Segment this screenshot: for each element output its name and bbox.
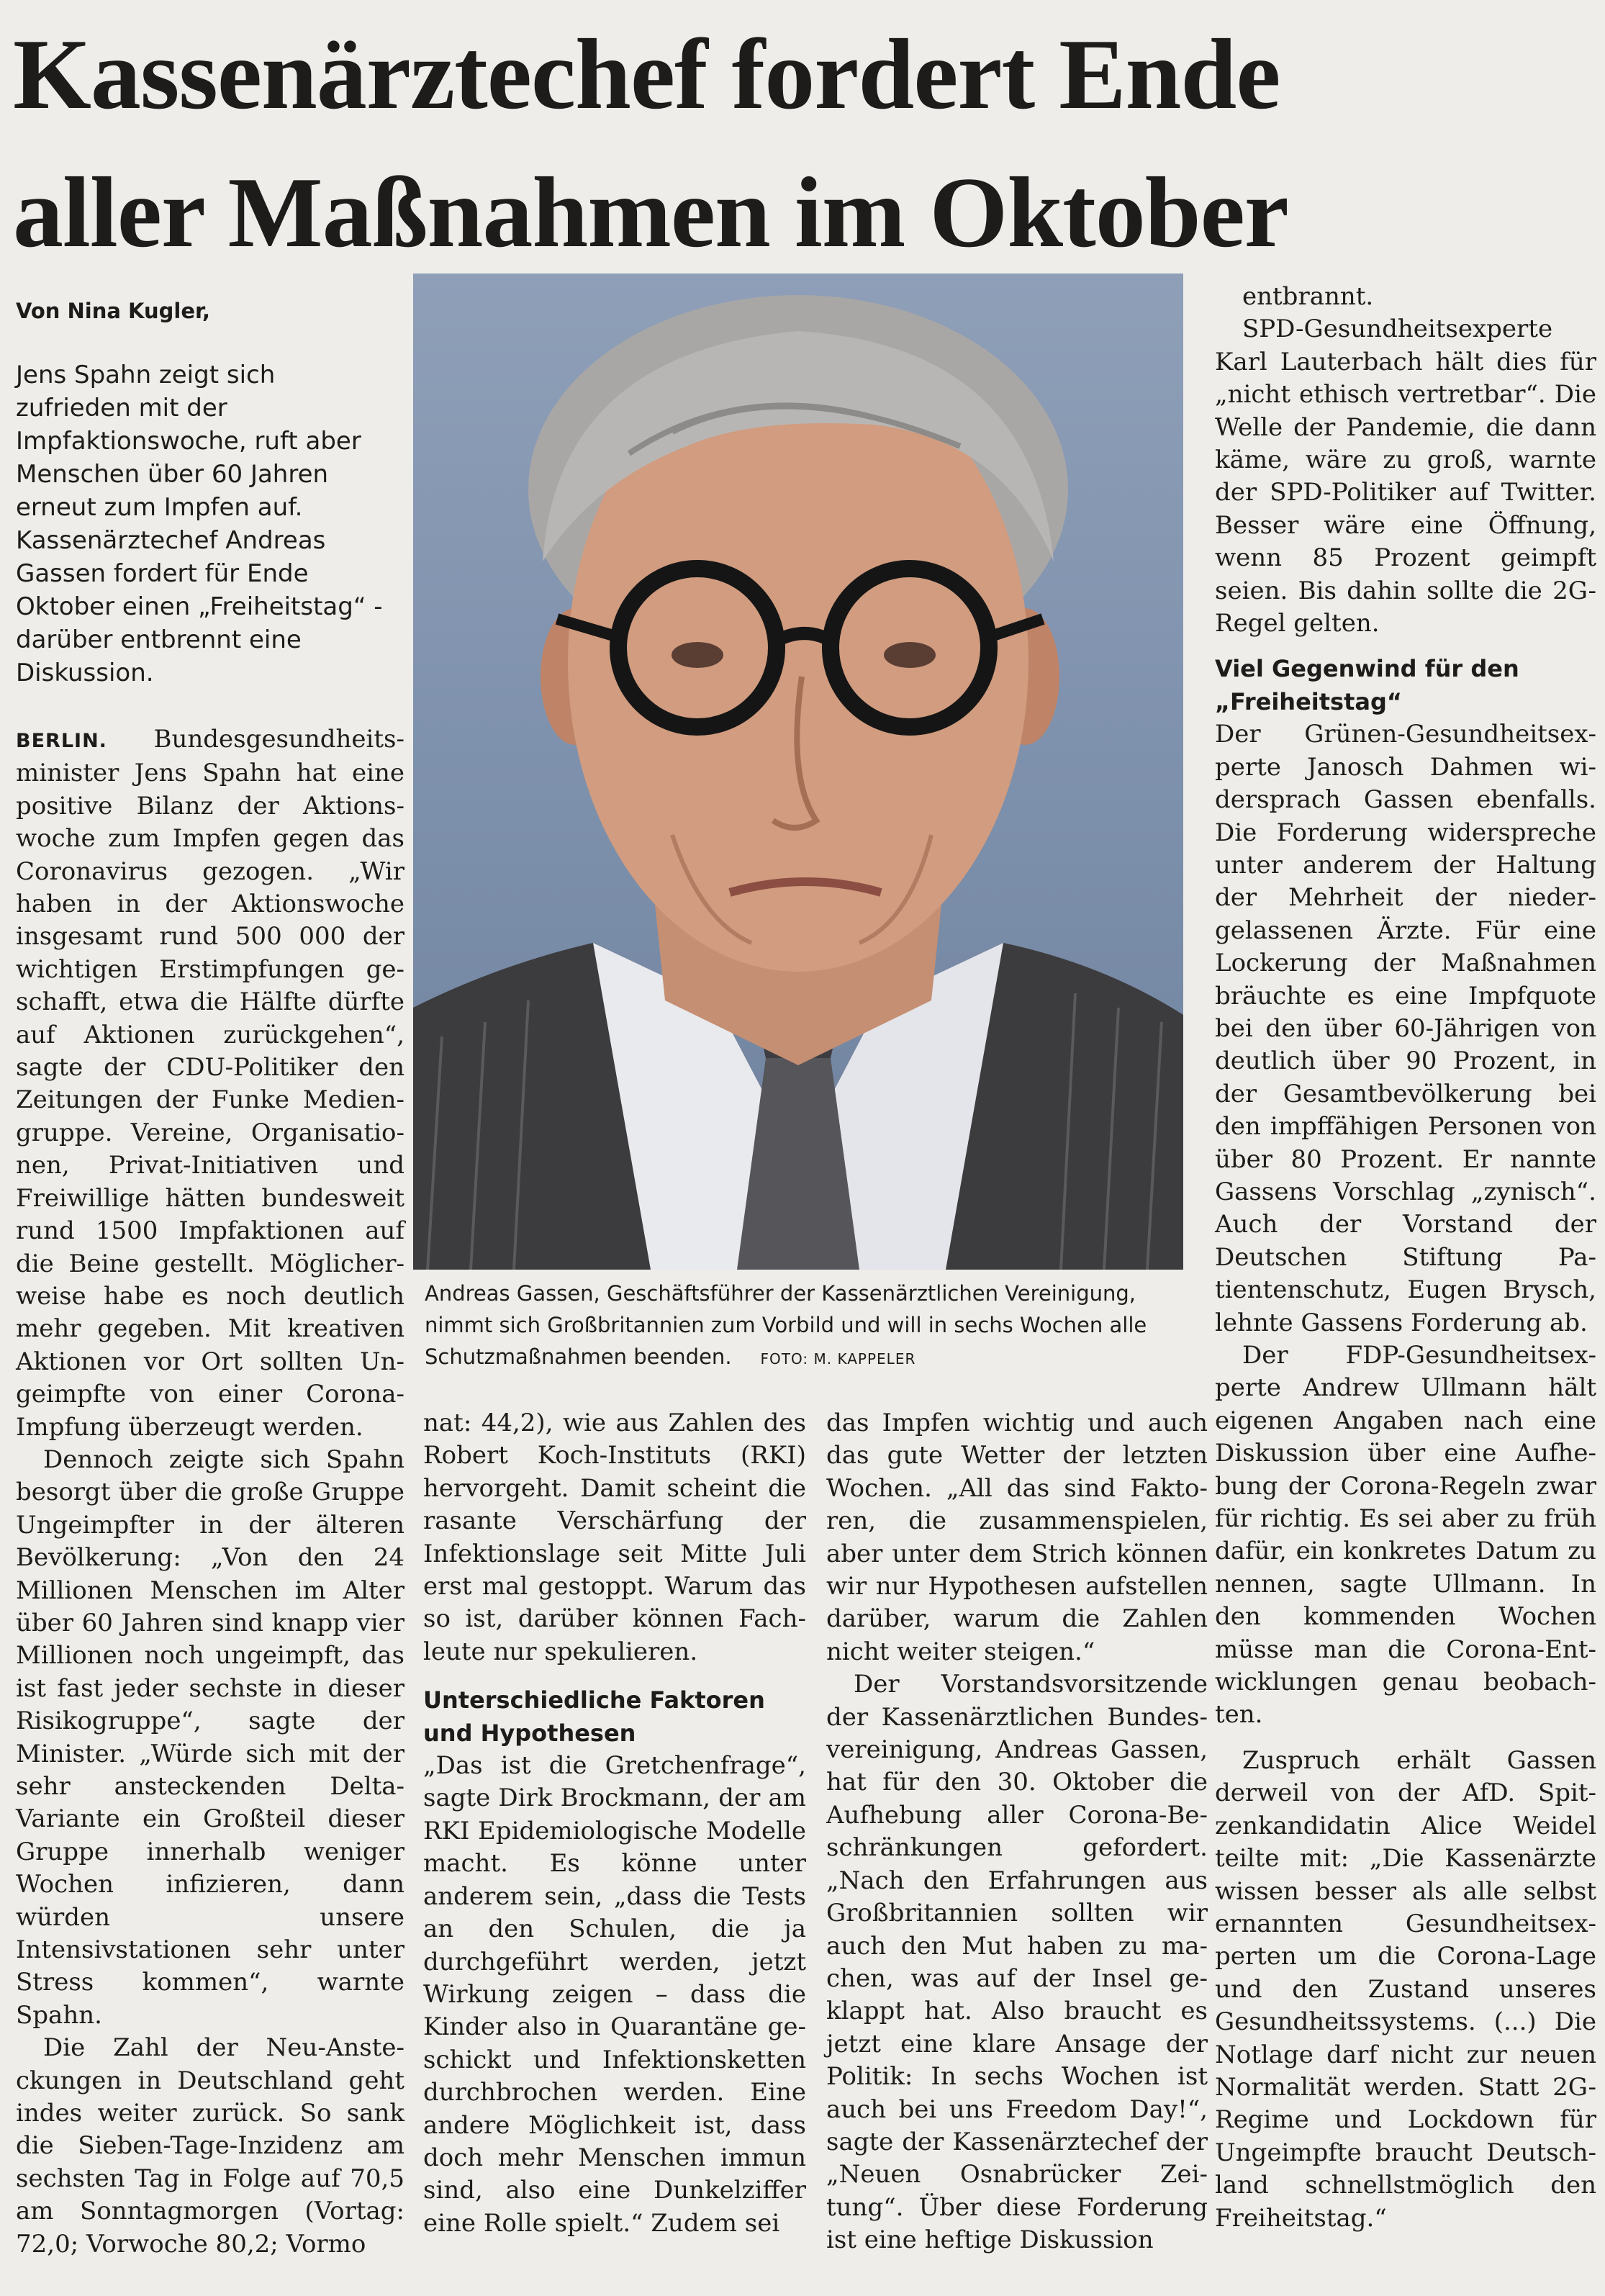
- dateline: BERLIN.: [16, 730, 107, 752]
- paragraph: das Impfen wichtig und auch das gute Wetter der letzten Wochen. „All das sind Faktoren, die zusammenspielen, aber unter dem Strich können wir nur Hypothesen aufstellen darüber, warum die Zahlen nicht weiter steigen.“: [826, 1409, 1208, 1666]
- teaser: Jens Spahn zeigt sich zufrieden mit der Impfaktionswoche, ruft aber Menschen über 60 Jahren erneut zum Impfen auf. Kassenärztechef Andreas Gassen fordert für Ende Oktober einen „Freiheitstag“ - darüber entbrennt eine Diskussion.: [16, 361, 383, 687]
- headline: [13, 6, 1596, 282]
- headline-line-2: aller Maßnahmen im Oktober: [13, 157, 1288, 268]
- paragraph: Dennoch zeigte sich Spahn besorgt über die große Gruppe Ungeimpfter in der älteren Bevölkerung: „Von den 24 Millionen Menschen im Alter über 60 Jahren sind knapp vier Millionen noch ungeimpft, das ist fast jeder sechste in dieser Risikogruppe“, sagte der Minister. „Würde sich mit der sehr ansteckenden Delta-Variante ein Großteil dieser Gruppe innerhalb weniger Wochen infizieren, dann würden unsere Intensivstationen sehr unter Stress kommen“, warnte Spahn.: [16, 1445, 404, 2030]
- byline: Von Nina Kugler,: [16, 299, 211, 323]
- paragraph: [16, 723, 404, 1444]
- paragraph: „Das ist die Gretchenfrage“, sagte Dirk Brockmann, der am RKI Epidemiologische Modelle macht. Es könne unter anderem sein, „dass die Tests an den Schulen, die ja durchgeführt werden, jetzt Wirkung zeigen – dass die Kinder also in Quarantäne geschickt und Infektionsketten durchbrochen werden. Eine andere Möglichkeit ist, dass doch mehr Menschen immun sind, also eine Dunkelziffer eine Rolle spielt.“ Zudem sei: [423, 1751, 806, 2238]
- paragraph: entbrannt.: [1242, 282, 1374, 311]
- article-column-4: [1215, 281, 1596, 2235]
- article-column-3: [826, 1407, 1208, 2257]
- photo-caption: [425, 1278, 1206, 1375]
- article-column-2: [423, 1407, 806, 2240]
- portrait-photo: [413, 274, 1183, 1270]
- subheading: Unterschiedliche Faktoren und Hypothesen: [423, 1686, 765, 1747]
- paragraph: Die Zahl der Neu-Ansteckungen in Deutschland geht indes weiter zurück. So sank die Sieben-Tage-Inzidenz am sechsten Tag in Folge auf 70,5 am Sonntagmorgen (Vortag: 72,0; Vorwoche 80,2; Vormo: [16, 2033, 404, 2259]
- paragraph: SPD-Gesundheitsexperte Karl Lauterbach hält dies für „nicht ethisch vertretbar“. Die Welle der Pandemie, die dann käme, wäre zu groß, warnte der SPD-Politiker auf Twitter. Besser wäre eine Öffnung, wenn 85 Prozent geimpft seien. Bis dahin sollte die 2G-Regel gelten.: [1215, 315, 1596, 638]
- paragraph: Der Vorstandsvorsitzende der Kassenärztlichen Bundesvereinigung, Andreas Gassen, hat für den 30. Oktober die Aufhebung aller Corona-Beschränkungen gefordert. „Nach den Erfahrungen aus Großbritannien sollten wir auch den Mut haben zu machen, was auf der Insel geklappt hat. Also braucht es jetzt eine klare Ansage der Politik: In sechs Wochen ist auch bei uns Freedom Day!“, sagte der Kassenärztechef der „Neuen Osnabrücker Zeitung“. Über diese Forderung ist eine heftige Diskussion: [826, 1670, 1208, 2255]
- paragraph-text: Bundesgesundheitsminister Jens Spahn hat eine positive Bilanz der Aktionswoche zum Impfen gegen das Coronavirus gezogen. „Wir haben in der Aktionswoche insgesamt rund 500 000 der wichtigen Erstimpfungen geschafft, etwa die Hälfte dürfte auf Aktionen zurückgehen“, sagte der CDU-Politiker den Zeitungen der Funke Mediengruppe. Vereine, Organisationen, Privat-Initiativen und Freiwillige hätten bundesweit rund 1500 Impfaktionen auf die Beine gestellt. Möglicherweise habe es noch deutlich mehr gegeben. Mit kreativen Aktionen vor Ort sollten Ungeimpfte von einer Corona-Impfung überzeugt werden.: [16, 725, 404, 1442]
- paragraph: Der Grünen-Gesundheitsexperte Janosch Dahmen widersprach Gassen ebenfalls. Die Forderung widerspreche unter anderem der Haltung der Mehrheit der niedergelassenen Ärzte. Für eine Lockerung der Maßnahmen bräuchte es eine Impfquote bei den über 60-Jährigen von deutlich über 90 Prozent, in der Gesamtbevölkerung bei den impffähigen Personen von über 80 Prozent. Er nannte Gassens Vorschlag „zynisch“. Auch der Vorstand der Deutschen Stiftung Patientenschutz, Eugen Brysch, lehnte Gassens Forderung ab.: [1215, 720, 1596, 1337]
- headline-line-1: Kassenärztechef fordert Ende: [13, 19, 1280, 130]
- caption-text: Andreas Gassen, Geschäftsführer der Kassenärztlichen Vereinigung, nimmt sich Großbritannien zum Vorbild und will in sechs Wochen alle Schutzmaßnahmen beenden.: [425, 1281, 1147, 1369]
- paragraph: Zuspruch erhält Gassen derweil von der AfD. Spitzenkandidatin Alice Weidel teilte mit: „Die Kassenärzte wissen besser als alle selbst ernannten Gesundheitsexperten um die Corona-Lage und den Zustand unseres Gesundheitssystems. (...) Die Notlage darf nicht zur neuen Normalität werden. Statt 2G-Regime und Lockdown für Ungeimpfte braucht Deutschland schnellstmöglich den Freiheitstag.“: [1215, 1745, 1596, 2233]
- paragraph: nat: 44,2), wie aus Zahlen des Robert Koch-Instituts (RKI) hervorgeht. Damit scheint die rasante Verschärfung der Infektionslage seit Mitte Juli erst mal gestoppt. Warum das so ist, darüber können Fachleute nur spekulieren.: [423, 1409, 806, 1666]
- portrait-illustration: [413, 274, 1183, 1270]
- paragraph: Der FDP-Gesundheitsexperte Andrew Ullmann hält eigenen Angaben nach eine Diskussion über eine Aufhebung der Corona-Regeln zwar für richtig. Es sei aber zu früh dafür, ein konkretes Datum zu nennen, sagte Ullmann. In den kommenden Wochen müsse man die Corona-Entwicklungen genau beobachten.: [1215, 1341, 1596, 1730]
- article-column-1: [16, 723, 404, 2261]
- photo-credit: FOTO: M. KAPPELER: [760, 1350, 916, 1368]
- subheading: Viel Gegenwind für den „Freiheitstag“: [1215, 655, 1519, 715]
